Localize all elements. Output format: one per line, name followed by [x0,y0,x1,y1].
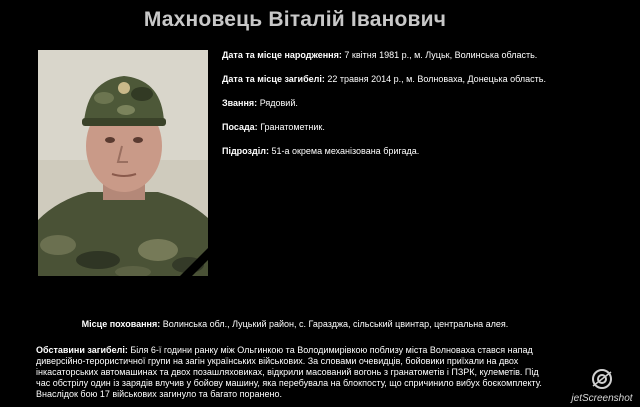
camera-icon [590,368,614,390]
circumstances-label: Обставини загибелі: [36,345,128,355]
fact-death [222,74,622,85]
burial-label: Місце поховання: [81,319,161,329]
burial-value: Волинська обл., Луцький район, с. Гаразджа, сільський цвинтар, центральна алея. [160,319,509,329]
facts-list [222,50,622,170]
fact-label: Звання: [222,98,258,108]
fact-value: Гранатометник. [257,122,325,132]
death-circumstances [36,345,548,400]
fact-unit [222,146,622,157]
fact-value: 22 травня 2014 р., м. Волноваха, Донецька область. [324,74,546,84]
fact-value: 51-а окрема механізована бригада. [268,146,420,156]
circumstances-value: Біля 6-ї години ранку між Ольгинкою та Володимирівкою поблизу міста Волноваха стався напад диверсійно-терористичної групи на загін українських військових. За словами очевидців, бойовики приїхали на двох інкасаторських автомашинах та двох позашляховиках, відкрили масований вогонь з гранатометів і ПЗРК, кулеметів. Під час обстрілу один із зарядів влучив у бойову машину, яка перебувала на блокпосту, що спричинило вибух боєкомплекту. Внаслідок бою 17 військових загинуло та багато поранено. [36,345,542,399]
portrait-photo [38,50,208,276]
fact-position [222,122,622,133]
watermark-text: jetScreenshot [571,393,633,404]
fact-label: Посада: [222,122,258,132]
fact-birth [222,50,622,61]
watermark [566,368,638,406]
fact-rank [222,98,622,109]
fact-label: Підрозділ: [222,146,269,156]
page-title: Махновець Віталій Іванович [143,8,447,31]
fact-label: Дата та місце загибелі: [222,74,325,84]
burial-place [0,319,590,330]
fact-value: 7 квітня 1981 р., м. Луцьк, Волинська область. [341,50,538,60]
fact-value: Рядовий. [257,98,298,108]
fact-label: Дата та місце народження: [222,50,342,60]
